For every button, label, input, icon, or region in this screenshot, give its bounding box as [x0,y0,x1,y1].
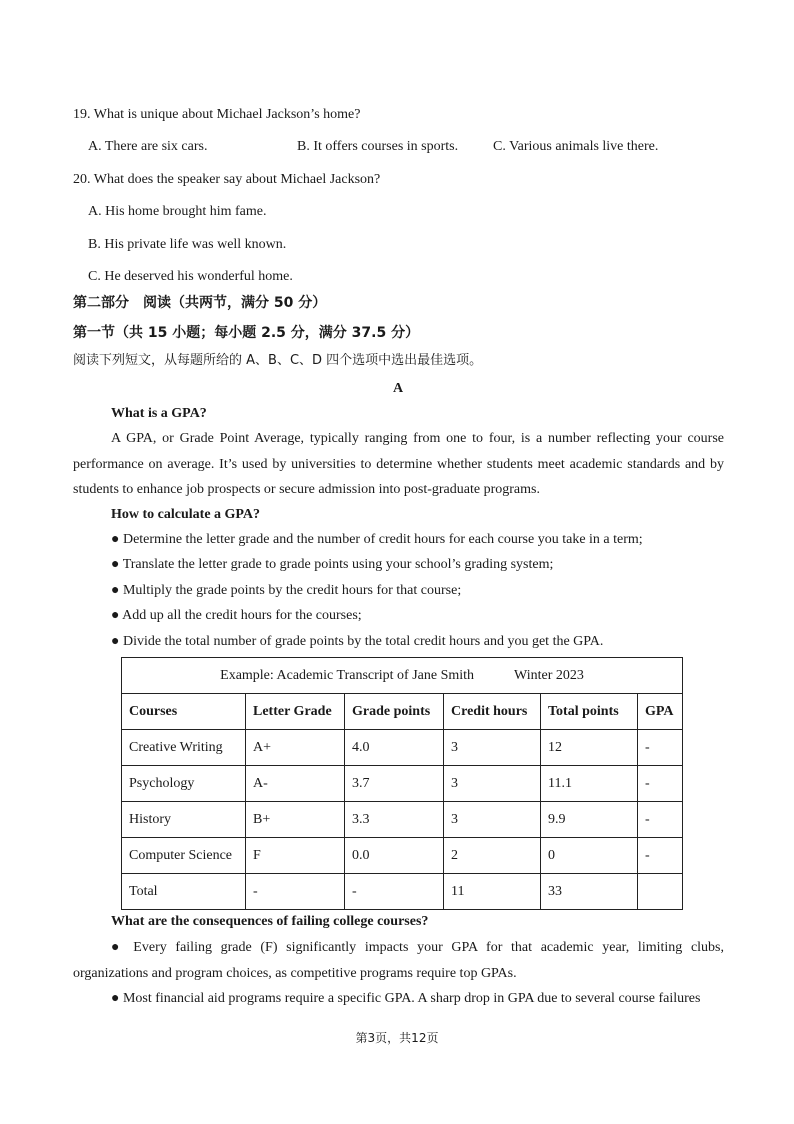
table-cell: 3 [444,802,541,838]
table-cell: 11 [444,874,541,910]
heading-how-to-calculate: How to calculate a GPA? [111,507,261,522]
table-cell: - [638,802,683,838]
table-cell: A- [246,766,345,802]
col-header-courses: Courses [122,694,246,730]
paragraph-gpa-definition [73,426,724,503]
col-header-credit-hours: Credit hours [444,694,541,730]
table-cell: 11.1 [541,766,638,802]
table-cell: - [638,766,683,802]
part-title: 第二部分 阅读（共两节，满分 50 分） [73,295,327,311]
table-cell: - [246,874,345,910]
table-cell: 3.3 [345,802,444,838]
table-cell: 0.0 [345,838,444,874]
q19-option-c: C. Various animals live there. [493,139,659,154]
table-cell: 33 [541,874,638,910]
table-cell: F [246,838,345,874]
q19-option-b: B. It offers courses in sports. [297,139,459,154]
table-cell: 12 [541,730,638,766]
table-cell: 4.0 [345,730,444,766]
page-number: 第3页，共12页 [355,1031,439,1045]
question-20: 20. What does the speaker say about Michael Jackson? [73,172,381,187]
q20-option-b: B. His private life was well known. [88,237,287,252]
heading-what-is-gpa: What is a GPA? [111,406,207,421]
col-header-grade-points: Grade points [345,694,444,730]
col-header-letter-grade: Letter Grade [246,694,345,730]
table-caption [122,658,683,694]
caption-title: Example: Academic Transcript of Jane Smith [220,667,475,683]
table-cell: 3 [444,766,541,802]
q20-option-c: C. He deserved his wonderful home. [88,269,293,284]
q20-option-a: A. His home brought him fame. [88,204,267,219]
col-header-total-points: Total points [541,694,638,730]
transcript-table [121,657,683,910]
table-cell: 3 [444,730,541,766]
table-row [122,766,683,802]
table-cell: History [122,802,246,838]
col-header-gpa: GPA [638,694,683,730]
table-cell: 9.9 [541,802,638,838]
heading-consequences: What are the consequences of failing college courses? [111,914,429,929]
step-item: ● Add up all the credit hours for the courses; [111,608,362,623]
table-cell: 0 [541,838,638,874]
q19-option-a: A. There are six cars. [88,139,208,154]
table-row [122,838,683,874]
table-total-row [122,874,683,910]
step-item: ● Divide the total number of grade points by the total credit hours and you get the GPA. [111,634,604,649]
step-item: ● Determine the letter grade and the number of credit hours for each course you take in a term; [111,532,643,547]
table-cell [638,874,683,910]
table-row [122,730,683,766]
consequences-list [73,935,724,1012]
table-cell: - [345,874,444,910]
table-header-row [122,694,683,730]
passage-label: A [393,381,404,396]
question-19: 19. What is unique about Michael Jackson’s home? [73,107,361,122]
paragraph-text: A GPA, or Grade Point Average, typically ranging from one to four, is a number reflecting your course performance on average. It’s used by universities to determine whether students meet academic standards and by students to enhance job prospects or secure admission into post-graduate programs. [73,431,724,497]
table-cell: A+ [246,730,345,766]
step-item: ● Multiply the grade points by the credit hours for that course; [111,583,462,598]
table-cell: B+ [246,802,345,838]
consequence-item: ● Every failing grade (F) significantly impacts your GPA for that academic year, limiting clubs, organizations and program choices, as competitive programs require top GPAs. [73,940,724,981]
table-cell: 3.7 [345,766,444,802]
table-caption-row [122,658,683,694]
table-cell: Creative Writing [122,730,246,766]
step-item: ● Translate the letter grade to grade points using your school’s grading system; [111,557,554,572]
section-title: 第一节（共 15 小题；每小题 2.5 分，满分 37.5 分） [73,325,420,341]
table-cell: Computer Science [122,838,246,874]
table-cell: - [638,838,683,874]
caption-term: Winter 2023 [514,667,584,683]
table-row [122,802,683,838]
instructions: 阅读下列短文，从每题所给的 A、B、C、D 四个选项中选出最佳选项。 [73,353,483,368]
table-cell: - [638,730,683,766]
table-cell: Psychology [122,766,246,802]
consequence-item: ● Most financial aid programs require a specific GPA. A sharp drop in GPA due to several course failures [111,991,701,1006]
table-cell: 2 [444,838,541,874]
table-cell: Total [122,874,246,910]
